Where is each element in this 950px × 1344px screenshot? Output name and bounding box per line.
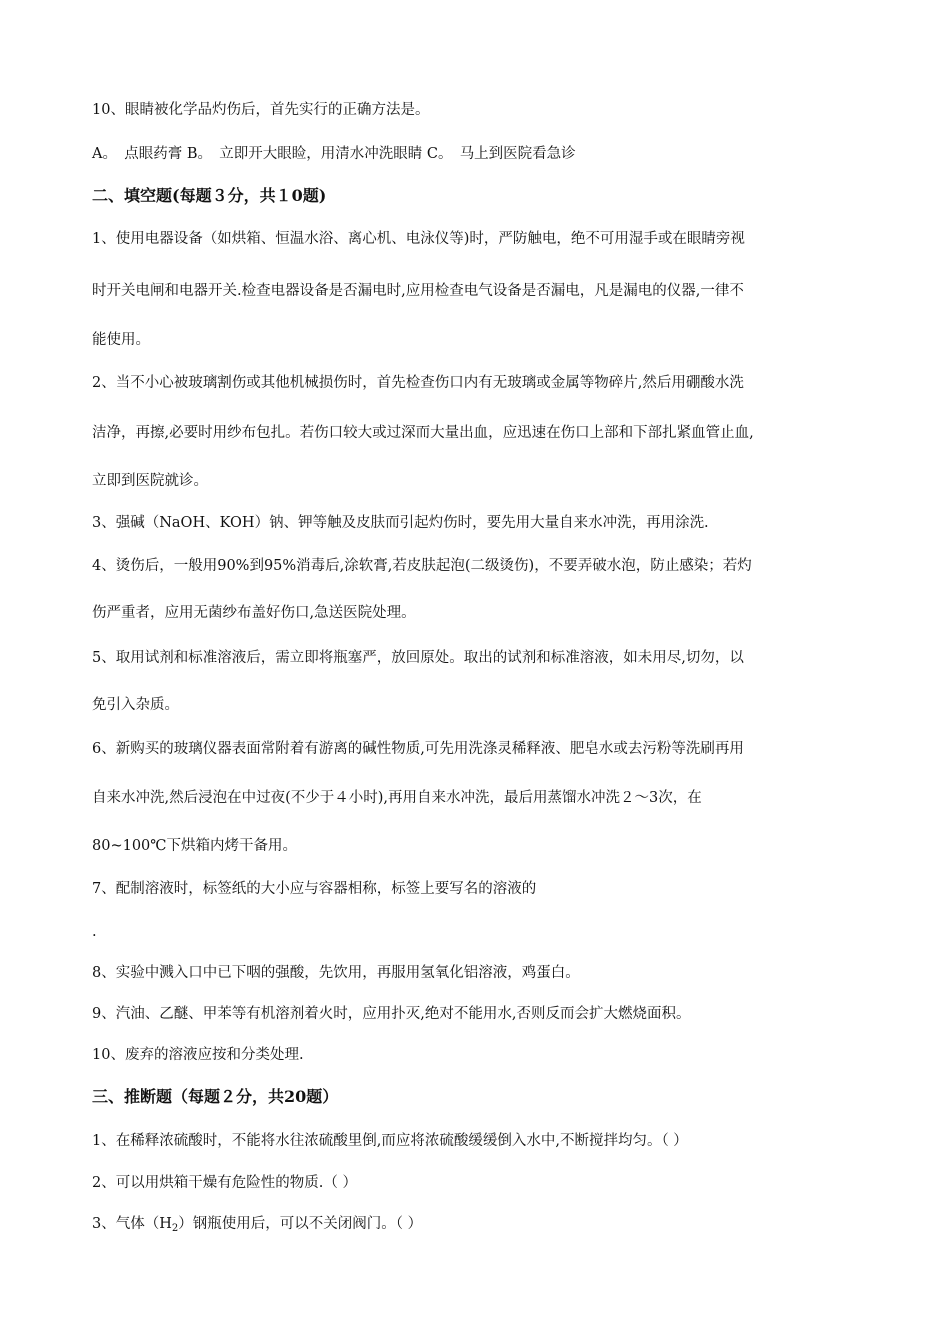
fill-item-2-line-1: 2、当不小心被玻璃割伤或其他机械损伤时，首先检查伤口内有无玻璃或金属等物碎片,然后用硼酸水洗 bbox=[92, 375, 744, 391]
fill-item-5-line-1: 5、取用试剂和标准溶液后，需立即将瓶塞严，放回原处。取出的试剂和标准溶液，如未用尽,切勿，以 bbox=[92, 650, 744, 666]
fill-item-6-line-3: 80~100℃下烘箱内烤干备用。 bbox=[92, 838, 297, 854]
section-heading-fill-in: 二、填空题(每题３分，共１0题) bbox=[92, 186, 327, 205]
fill-item-1-line-2: 时开关电闸和电器开关.检查电器设备是否漏电时,应用检查电气设备是否漏电，凡是漏电的仪器,一律不 bbox=[92, 283, 744, 299]
fill-item-1-line-1: 1、使用电器设备（如烘箱、恒温水浴、离心机、电泳仪等)时，严防触电，绝不可用湿手或在眼睛旁视 bbox=[92, 231, 745, 247]
fill-item-9: 9、汽油、乙醚、甲苯等有机溶剂着火时，应用扑灭,绝对不能用水,否则反而会扩大燃烧面积。 bbox=[92, 1006, 691, 1022]
fill-item-3: 3、强碱（NaOH、KOH）钠、钾等触及皮肤而引起灼伤时，要先用大量自来水冲洗，再用涂洗. bbox=[92, 515, 709, 531]
fill-item-6-line-2: 自来水冲洗,然后浸泡在中过夜(不少于４小时),再用自来水冲洗，最后用蒸馏水冲洗２～3次，在 bbox=[92, 790, 702, 806]
fill-item-10: 10、废弃的溶液应按和分类处理. bbox=[92, 1047, 304, 1063]
judgment-item-2: 2、可以用烘箱干燥有危险性的物质.（ ） bbox=[92, 1175, 357, 1191]
fill-item-4-line-2: 伤严重者，应用无菌纱布盖好伤口,急送医院处理。 bbox=[92, 605, 416, 621]
question-10-text: 10、眼睛被化学品灼伤后，首先实行的正确方法是。 bbox=[92, 102, 430, 118]
question-10-options: A。 点眼药膏 B。 立即开大眼睑，用清水冲洗眼睛 C。 马上到医院看急诊 bbox=[92, 146, 576, 162]
fill-item-4-line-1: 4、烫伤后，一般用90%到95%消毒后,涂软膏,若皮肤起泡(二级烫伤)，不要弄破水泡，防止感染；若灼 bbox=[92, 558, 752, 574]
judgment-item-3-subscript: 2 bbox=[171, 1223, 179, 1234]
section-heading-judgment: 三、推断题（每题２分，共20题） bbox=[92, 1087, 339, 1106]
judgment-item-1: 1、在稀释浓硫酸时，不能将水往浓硫酸里倒,而应将浓硫酸缓缓倒入水中,不断搅拌均匀。（ ） bbox=[92, 1133, 688, 1149]
fill-item-1-line-3: 能使用。 bbox=[92, 332, 150, 348]
judgment-item-3-text-b: ）钢瓶使用后，可以不关闭阀门。（ ） bbox=[178, 1216, 423, 1232]
judgment-item-3-text-a: 3、气体（H bbox=[92, 1216, 172, 1232]
fill-item-5-line-2: 免引入杂质。 bbox=[92, 697, 179, 713]
fill-item-7-line-1: 7、配制溶液时，标签纸的大小应与容器相称，标签上要写名的溶液的 bbox=[92, 881, 537, 897]
fill-item-6-line-1: 6、新购买的玻璃仪器表面常附着有游离的碱性物质,可先用洗涤灵稀释液、肥皂水或去污粉等洗刷再用 bbox=[92, 741, 744, 757]
fill-item-2-line-3: 立即到医院就诊。 bbox=[92, 473, 208, 489]
fill-item-8: 8、实验中溅入口中已下咽的强酸，先饮用，再服用氢氧化铝溶液，鸡蛋白。 bbox=[92, 965, 580, 981]
judgment-item-3 bbox=[92, 1214, 890, 1234]
fill-item-2-line-2: 洁净，再擦,必要时用纱布包扎。若伤口较大或过深而大量出血，应迅速在伤口上部和下部扎紧血管止血, bbox=[92, 425, 754, 441]
fill-item-7-line-2: . bbox=[92, 924, 97, 940]
